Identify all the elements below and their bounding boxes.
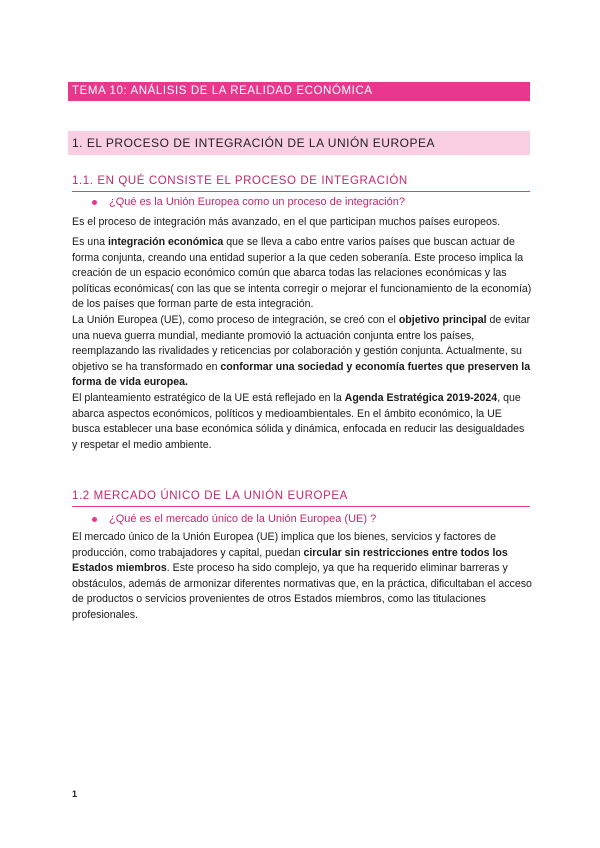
bold-run: Agenda Estratégica 2019-2024 <box>344 392 498 404</box>
text-run: El planteamiento estratégico de la UE está reflejado en la <box>72 392 345 404</box>
text-run: El mercado único de la Unión Europea (UE) implica que los bienes, servicios y factores de producción, como trabajadores y capital, puedan <box>72 531 496 559</box>
text-run: que se lleva a cabo entre varios países que buscan actuar de forma conjunta, creando una entidad superior a la que ceden soberanía. Este proceso implica la creación de un espacio económico común que abarca todas las relaciones económicas y las políticas económicas( con las que se intenta corregir o mejorar el funcionamiento de la economía) de los países que forman parte de esta integración. <box>72 236 532 310</box>
bullet-icon <box>92 517 97 522</box>
text-run: de evitar una nueva guerra mundial, mediante promovió la actuación conjunta entre los países, reemplazando las rivalidades y reticencias por colaboración y gestión conjunta. Actualmente, su objetivo se ha transformado en <box>72 314 531 373</box>
chapter-title: TEMA 10: ANÁLISIS DE LA REALIDAD ECONÓMICA <box>72 85 373 97</box>
page-number: 1 <box>72 789 78 799</box>
subsection-1-2-heading: 1.2 MERCADO ÚNICO DE LA UNIÓN EUROPEA <box>72 488 530 507</box>
paragraph-1-1-b <box>72 235 532 313</box>
question-1-2-text: ¿Qué es el mercado único de la Unión Europea (UE) ? <box>109 513 377 525</box>
bold-run: objetivo principal <box>398 314 487 326</box>
bold-run: conformar una sociedad y economía fuertes que preserven la forma de vida europea. <box>72 360 531 388</box>
paragraph-1-1-c <box>72 313 532 391</box>
bold-run: circular sin restricciones entre todos los Estados miembros <box>72 546 508 574</box>
question-1-1 <box>92 195 405 209</box>
text-run: La Unión Europea (UE), como proceso de integración, se creó con el <box>72 314 399 326</box>
paragraph-1-1-d <box>72 391 532 453</box>
text-run: Es una <box>72 236 108 248</box>
paragraph-1-1-a: Es el proceso de integración más avanzado, en el que participan muchos países europeos. <box>72 216 501 228</box>
chapter-title-bar <box>68 82 530 101</box>
bold-run: integración económica <box>107 236 224 248</box>
paragraph-1-2-a <box>72 530 532 623</box>
section-title-bar <box>68 131 530 155</box>
question-1-1-text: ¿Qué es la Unión Europea como un proceso de integración? <box>109 196 405 208</box>
subsection-1-1-heading: 1.1. EN QUÉ CONSISTE EL PROCESO DE INTEGRACIÓN <box>72 173 530 192</box>
section-title: 1. EL PROCESO DE INTEGRACIÓN DE LA UNIÓN EUROPEA <box>72 136 435 150</box>
bullet-icon <box>92 200 97 205</box>
text-run: . Este proceso ha sido complejo, ya que ha requerido eliminar barreras y obstáculos, además de armonizar diferentes normativas que, en la práctica, dificultaban el acceso de productos o servicios provenientes de otros Estados miembros, como las titulaciones profesionales. <box>72 562 532 621</box>
text-run: , que abarca aspectos económicos, políticos y medioambientales. En el ámbito económico, la UE busca establecer una base económica sólida y dinámica, enfocada en reducir las desigualdades y respetar el medio ambiente. <box>72 392 525 451</box>
question-1-2 <box>92 512 376 526</box>
